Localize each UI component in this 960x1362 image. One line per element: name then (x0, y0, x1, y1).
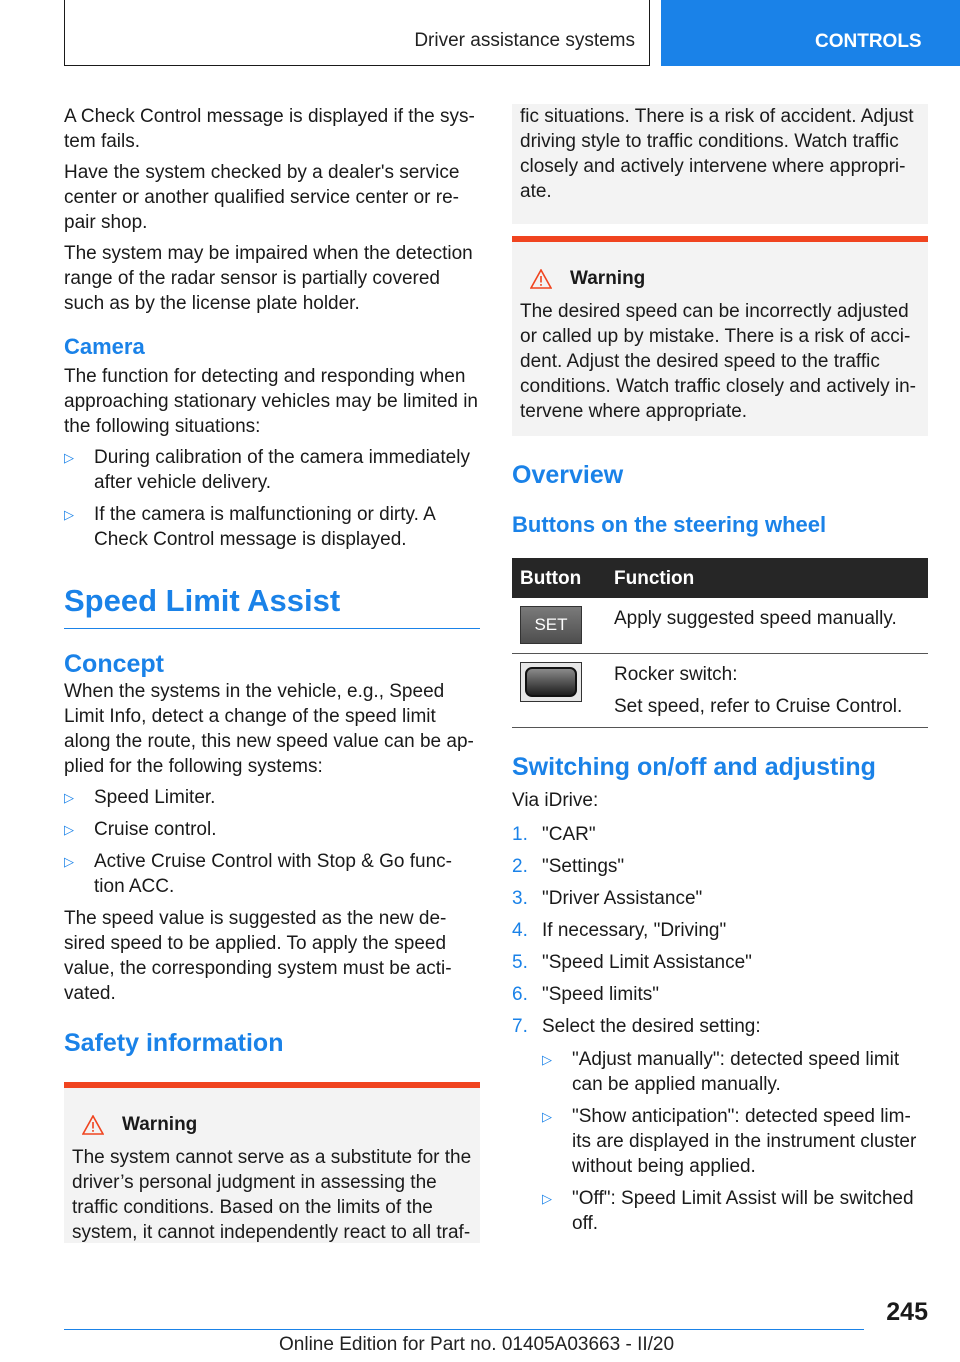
triangle-bullet-icon: ▷ (64, 790, 74, 805)
buttons-heading: Buttons on the steering wheel (512, 512, 827, 537)
paragraph: Have the system checked by a dealer's service center or another qualified service center or re-pair shop. (64, 162, 460, 233)
set-button-icon: SET (520, 606, 582, 644)
header-section-box (64, 0, 650, 66)
list-item: ▷ Active Cruise Control with Stop & Go func-tion ACC. (64, 851, 452, 897)
overview-heading: Overview (512, 461, 624, 489)
rocker-desc: Set speed, refer to Cruise Control. (614, 696, 903, 717)
column-header-function: Function (606, 558, 928, 598)
list-item: 3. "Driver Assistance" (512, 888, 703, 909)
footer-divider (64, 1329, 864, 1330)
triangle-bullet-icon: ▷ (542, 1052, 552, 1067)
main-heading: Speed Limit Assist (64, 582, 480, 629)
warning-triangle-icon (530, 269, 552, 289)
header-chapter-box (661, 0, 960, 66)
list-item: 4. If necessary, "Driving" (512, 920, 727, 941)
triangle-bullet-icon: ▷ (542, 1191, 552, 1206)
triangle-bullet-icon: ▷ (64, 822, 74, 837)
camera-list (64, 445, 480, 552)
rocker-switch-cell (512, 654, 606, 728)
header-chapter-title: CONTROLS (815, 31, 922, 52)
list-item: ▷ If the camera is malfunctioning or dirty. A Check Control message is displayed. (64, 504, 435, 550)
header-section-title: Driver assistance systems (414, 30, 635, 51)
table-header-row (512, 558, 928, 598)
list-item: 7. Select the desired setting: ▷ "Adjust manually": detected speed limit can be applied manually. ▷ "Show anticipation": detected speed lim-its are displayed in the instrument cluster without being applied. ▷ "Off": Speed Limit Assist will be switched off. (512, 1014, 928, 1236)
warning-label: Warning (570, 268, 646, 289)
warning-header (520, 266, 920, 291)
rocker-label: Rocker switch: (614, 664, 738, 685)
warning-label: Warning (122, 1114, 198, 1135)
via-idrive: Via iDrive: (512, 790, 599, 811)
set-button-cell (512, 598, 606, 654)
safety-heading: Safety information (64, 1029, 284, 1057)
triangle-bullet-icon: ▷ (64, 854, 74, 869)
warning-header (72, 1112, 472, 1137)
warning-triangle-icon (82, 1115, 104, 1135)
paragraph: The system may be impaired when the detection range of the radar sensor is partially covered such as by the license plate holder. (64, 243, 473, 314)
settings-list (542, 1047, 928, 1236)
list-item: 1. "CAR" (512, 824, 596, 845)
triangle-bullet-icon: ▷ (542, 1109, 552, 1124)
buttons-table (512, 558, 928, 728)
paragraph: A Check Control message is displayed if the sys-tem fails. (64, 106, 475, 152)
list-item: 2. "Settings" (512, 856, 625, 877)
concept-text-2: The speed value is suggested as the new de-sired speed to be applied. To apply the speed value, the corresponding system must be acti-vated. (64, 908, 452, 1004)
concept-text: When the systems in the vehicle, e.g., Speed Limit Info, detect a change of the speed limit along the route, this new speed value can be ap-plied for the following systems: (64, 681, 474, 777)
list-item: ▷ "Adjust manually": detected speed limit can be applied manually. (542, 1049, 900, 1095)
column-header-button: Button (512, 558, 606, 598)
rocker-switch-icon (520, 662, 582, 702)
steps-list (512, 822, 928, 1236)
triangle-bullet-icon: ▷ (64, 450, 74, 465)
concept-heading: Concept (64, 650, 164, 678)
list-item: ▷ "Show anticipation": detected speed lim-its are displayed in the instrument cluster without being applied. (542, 1106, 917, 1177)
concept-list (64, 785, 480, 899)
warning-continuation (512, 104, 928, 224)
triangle-bullet-icon: ▷ (64, 507, 74, 522)
warning-text: The system cannot serve as a substitute for the driver’s personal judgment in assessing the traffic conditions. Based on the limits of the system, it cannot independently react to all traf- (72, 1147, 472, 1243)
left-column (64, 104, 480, 1243)
warning-text: The desired speed can be incorrectly adjusted or called up by mistake. There is a risk of acci-dent. Adjust the desired speed to the traffic conditions. Watch traffic closely and actively in-tervene where appropriate. (520, 301, 917, 422)
warning-text-continued: fic situations. There is a risk of accident. Adjust driving style to traffic conditions. Watch traffic closely and actively intervene where appropri-ate. (520, 106, 914, 202)
camera-text: The function for detecting and responding when approaching stationary vehicles may be limited in the following situations: (64, 366, 478, 437)
warning-box (64, 1082, 480, 1243)
list-item: ▷ "Off": Speed Limit Assist will be switched off. (542, 1188, 914, 1234)
row-function: Apply suggested speed manually. (606, 598, 928, 654)
list-item: 6. "Speed limits" (512, 984, 659, 1005)
warning-box-2 (512, 236, 928, 436)
row-function (606, 654, 928, 728)
footer-edition: Online Edition for Part no. 01405A03663 - II/20 (279, 1334, 675, 1355)
right-column (512, 104, 928, 1243)
table-row (512, 654, 928, 728)
table-row (512, 598, 928, 654)
list-item: ▷ Speed Limiter. (64, 787, 216, 808)
switching-heading: Switching on/off and adjusting (512, 753, 876, 781)
list-item: ▷ During calibration of the camera immediately after vehicle delivery. (64, 447, 470, 493)
page-number: 245 (886, 1298, 928, 1326)
list-item: ▷ Cruise control. (64, 819, 217, 840)
camera-heading: Camera (64, 334, 145, 359)
list-item: 5. "Speed Limit Assistance" (512, 952, 752, 973)
